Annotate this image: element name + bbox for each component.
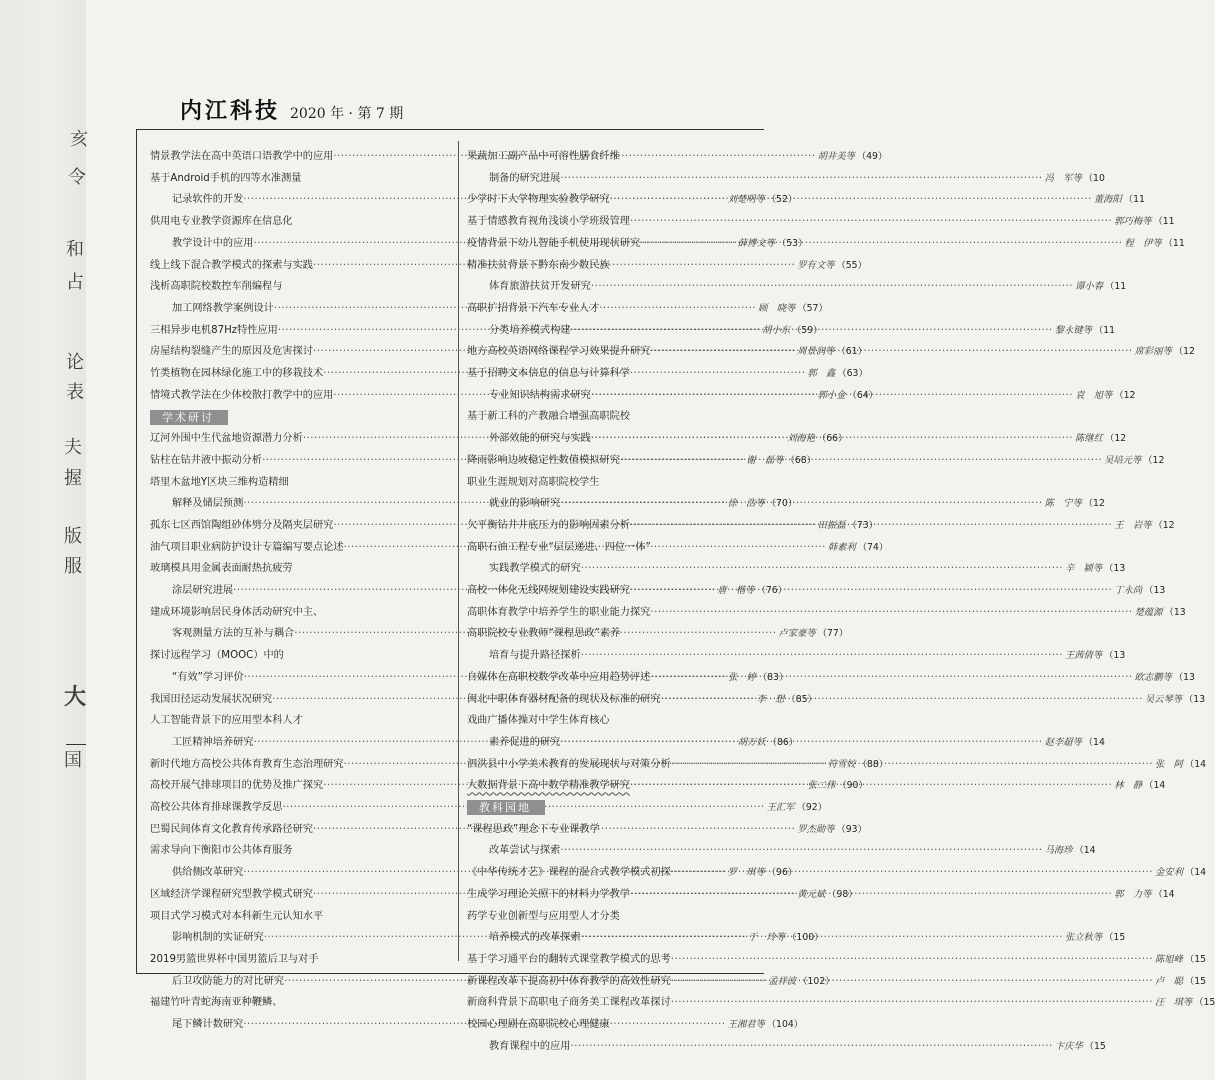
- dot-leader: [650, 667, 1132, 689]
- article-title: 《中华传统才艺》课程的混合式教学模式初探: [467, 867, 671, 879]
- article-author: 孟祥波: [768, 975, 797, 987]
- article-author: 丁永尚: [1114, 585, 1143, 597]
- toc-entry: [467, 1036, 1106, 1058]
- edge-char: 令: [68, 167, 86, 188]
- article-title: 果蔬加工副产品中可溶性膳食纤维: [467, 151, 620, 162]
- section-heading-wrap: [467, 797, 767, 819]
- article-title: 地方高校英语网络课程学习效果提升研究: [467, 346, 651, 358]
- article-author: 卢家豪等: [778, 628, 816, 640]
- article-page: （100）: [787, 932, 824, 944]
- article-title: 竹类植物在园林绿化施工中的移栽技术: [150, 368, 324, 380]
- article-author: 金安利: [1155, 867, 1183, 879]
- article-author: 郭小金: [817, 389, 846, 401]
- article-author: 卞庆华: [1054, 1040, 1083, 1052]
- section-heading-wrap: [150, 406, 440, 428]
- article-author: 薛博文等: [737, 237, 775, 249]
- article-title: 泗洪县中小学美术教育的发展现状与对策分析: [467, 758, 671, 770]
- article-author: 刘楚明等: [727, 194, 765, 206]
- article-author: 顾 晓等: [758, 302, 796, 314]
- article-title: 高校一体化无线网规划建设实践研究: [467, 585, 630, 597]
- article-page: （12: [1173, 346, 1195, 358]
- article-title: 高职体育教学中培养学生的职业能力探究: [467, 606, 651, 618]
- article-title: 人工智能背景下的应用型本科人才: [150, 715, 303, 727]
- article-author: 赵李超等: [1044, 736, 1082, 748]
- dot-leader: [630, 775, 1112, 797]
- article-title: 戏曲广播体操对中学生体育核心: [467, 715, 610, 727]
- edge-rule: [66, 744, 86, 745]
- article-author: 袁 旭等: [1075, 389, 1113, 401]
- toc-entry: [467, 840, 1096, 862]
- article-author: 徐 浩等: [727, 498, 765, 510]
- article-page: （12: [1114, 389, 1136, 401]
- toc-title-line: [150, 710, 440, 732]
- article-author: 王 岩等: [1114, 519, 1152, 531]
- toc-title-line: [150, 949, 440, 971]
- article-page: （13: [1164, 606, 1186, 618]
- article-author: 谢 磊等: [746, 454, 784, 466]
- article-author: 欧志鹏等: [1134, 671, 1172, 683]
- article-title: 新时代地方高校公共体育教育生态治理研究: [150, 758, 344, 770]
- article-page: （88）: [857, 758, 889, 770]
- toc-title-line: [467, 710, 767, 732]
- article-page: （70）: [766, 498, 798, 510]
- toc-title-line: [150, 211, 440, 233]
- dot-leader: [610, 189, 1092, 211]
- article-title: 职业生涯规划对高职院校学生: [467, 476, 600, 488]
- article-title: 基于Android手机的四等水准测量: [150, 172, 302, 184]
- article-page: （11: [1105, 281, 1127, 293]
- article-author: 刘海艳: [787, 433, 815, 445]
- article-title: 记录软件的开发: [172, 194, 244, 206]
- article-page: （14: [1083, 736, 1105, 748]
- article-author: 郭 鑫: [807, 368, 836, 380]
- edge-char: 和: [66, 239, 84, 260]
- dot-leader: [650, 341, 1132, 363]
- article-title: 钻柱在钻井液中振动分析: [150, 454, 263, 466]
- article-title: 油气项目职业病防护设计专篇编写要点论述: [150, 541, 344, 553]
- article-page: （66）: [816, 433, 848, 445]
- article-title: 素养促进的研究: [489, 736, 561, 748]
- article-page: （104）: [766, 1019, 804, 1031]
- toc-title-line: [150, 645, 440, 667]
- toc-entry: [467, 558, 1126, 580]
- dot-leader: [671, 949, 1153, 971]
- article-page: （14: [1184, 867, 1207, 879]
- toc-title-line: [467, 298, 767, 320]
- dot-leader: [591, 276, 1073, 298]
- toc-title-line: [150, 906, 440, 928]
- article-title: 闽北中职体育器材配备的现状及标准的研究: [467, 693, 661, 705]
- dot-leader: [581, 927, 1063, 949]
- journal-title: 内江科技: [180, 98, 281, 124]
- toc-title-line: [467, 363, 767, 385]
- dot-leader: [560, 168, 1042, 190]
- dot-leader: [581, 645, 1063, 667]
- article-page: （76）: [756, 585, 787, 597]
- article-page: （12: [1083, 498, 1105, 510]
- article-author: 汪 琪等: [1155, 997, 1193, 1009]
- article-author: 陈 宁等: [1044, 498, 1082, 510]
- article-page: （11: [1123, 194, 1145, 206]
- toc-title-line: [150, 558, 440, 580]
- article-title: 房屋结构裂缝产生的原因及危害探讨: [150, 346, 313, 358]
- article-author: 王汇军: [766, 802, 795, 814]
- article-page: （12: [1105, 433, 1127, 445]
- article-title: 供给侧改革研究: [172, 867, 244, 879]
- article-title: 三相异步电机87Hz特性应用: [150, 324, 278, 336]
- article-title: 我国田径运动发展状况研究: [150, 693, 273, 705]
- article-title: 欠平衡钻井井底压力的影响因素分析: [467, 519, 630, 531]
- edge-char: 论: [66, 352, 84, 373]
- toc-title-line: [150, 472, 440, 494]
- article-title: 药学专业创新型与应用型人才分类: [467, 910, 620, 922]
- article-title: 客观测量方法的互补与耦合: [172, 628, 295, 640]
- article-author: 陈继红: [1075, 433, 1104, 445]
- article-author: 黎永键等: [1054, 324, 1092, 336]
- dot-leader: [620, 450, 1102, 472]
- article-title: 尾下鳞计数研究: [172, 1019, 244, 1031]
- article-author: 郭巧梅等: [1114, 216, 1152, 228]
- article-page: （14: [1153, 888, 1175, 900]
- toc-entry: [467, 602, 1186, 624]
- dot-leader: [560, 493, 1042, 515]
- article-page: （64）: [847, 389, 878, 401]
- article-title: 影响机制的实证研究: [172, 932, 264, 944]
- article-page: （11: [1163, 237, 1185, 249]
- article-page: （92）: [796, 802, 828, 814]
- article-title: 玻璃模具用金属表面耐热抗疲劳: [150, 563, 293, 575]
- article-page: （96）: [766, 867, 798, 879]
- article-title: 基于情感教育视角浅谈小学班级管理: [467, 216, 630, 228]
- article-author: 胡万妖: [737, 736, 766, 748]
- article-author: 楚蕴源: [1134, 606, 1163, 618]
- article-author: 吴培元等: [1104, 454, 1142, 466]
- article-page: （102）: [798, 975, 835, 987]
- dot-leader: [591, 428, 1073, 450]
- article-author: 周景润等: [797, 346, 835, 358]
- article-author: 符雪姣: [827, 758, 856, 770]
- article-title: 高校公共体育排球课教学反思: [150, 802, 283, 814]
- dot-leader: [560, 840, 1042, 862]
- dot-leader: [650, 602, 1132, 624]
- article-title: 福建竹叶青蛇海南亚种鞭鳞、: [150, 997, 283, 1009]
- dot-leader: [661, 689, 1143, 711]
- article-title: 基于学习通平台的翻转式课堂教学模式的思考: [467, 954, 671, 965]
- article-page: （85）: [786, 693, 817, 705]
- article-author: 胡井美等: [817, 151, 855, 162]
- dot-leader: [630, 884, 1112, 906]
- article-title: 浅析高职院校数控车削编程与: [150, 281, 283, 293]
- article-page: （74）: [857, 541, 889, 553]
- article-title: 后卫攻防能力的对比研究: [172, 975, 285, 987]
- article-title: 新课程改革下提高初中体育教学的高效性研究: [467, 975, 671, 987]
- article-title: 高校开展气排球项目的优势及推广探究: [150, 780, 324, 792]
- article-title: 孤东七区西馆陶组砂体劈分及隔夹层研究: [150, 519, 334, 531]
- article-author: 陈旭峰: [1155, 954, 1183, 965]
- article-author: 张二伟: [807, 780, 836, 792]
- article-page: （90）: [837, 780, 868, 792]
- article-title: 教育课程中的应用: [489, 1040, 571, 1052]
- article-title: 改革尝试与探索: [489, 845, 561, 857]
- dot-leader: [671, 971, 1153, 993]
- article-page: （14: [1144, 780, 1166, 792]
- article-author: 王湘君等: [727, 1019, 765, 1031]
- article-page: （57）: [797, 302, 828, 314]
- toc-entry: [467, 949, 1207, 971]
- toc-title-line: [467, 472, 767, 494]
- dot-leader: [630, 515, 1112, 537]
- article-title: 制备的研究进展: [489, 172, 561, 184]
- article-title: 精准扶贫背景下黔东南少数民族: [467, 259, 610, 271]
- article-page: （11: [1153, 216, 1175, 228]
- article-title: 生成学习理论关照下的材料力学教学: [467, 888, 630, 900]
- toc-title-line: [467, 406, 767, 428]
- article-title: 高职石油工程专业“层层递进、四位一体”: [467, 541, 651, 553]
- issue-label: 2020 年 · 第 7 期: [290, 106, 404, 122]
- article-title: 降雨影响边坡稳定性数值模拟研究: [467, 454, 620, 466]
- article-title: “课程思政”理念下专业课教学: [467, 823, 600, 835]
- article-page: （13: [1184, 693, 1206, 705]
- dot-leader: [560, 732, 1042, 754]
- dot-leader: [591, 385, 1073, 407]
- article-page: （93）: [836, 823, 867, 835]
- dot-leader: [671, 754, 1153, 776]
- article-title: 高职扩招背景下汽车专业人才: [467, 302, 600, 314]
- article-page: （98）: [827, 888, 858, 900]
- edge-char: 夫: [64, 437, 82, 458]
- toc-entry: [467, 211, 1175, 233]
- toc-title-line: [467, 906, 767, 928]
- article-page: （83）: [757, 671, 789, 683]
- article-title: “有效”学习评价: [172, 671, 244, 683]
- article-title: 区域经济学课程研究型教学模式研究: [150, 888, 313, 900]
- article-author: 张 阿: [1155, 758, 1183, 770]
- article-page: （15: [1184, 975, 1207, 987]
- article-title: 专业知识结构需求研究: [489, 389, 591, 401]
- article-title: 疫情背景下幼儿智能手机使用现状研究: [467, 237, 641, 249]
- article-author: 马海珍: [1044, 845, 1073, 857]
- article-page: （68）: [785, 454, 816, 466]
- article-author: 席彩丽等: [1134, 346, 1172, 358]
- toc-title-line: [467, 623, 767, 645]
- toc-title-line: [150, 602, 440, 624]
- article-title: 供用电专业教学资源库在信息化: [150, 216, 293, 228]
- article-title: 体育旅游扶贫开发研究: [489, 281, 591, 293]
- toc-title-line: [467, 1014, 767, 1036]
- article-author: 谭小春: [1075, 281, 1104, 293]
- section-heading: 教科园地: [467, 800, 545, 815]
- toc-title-line: [467, 255, 767, 277]
- article-author: 罗 琪等: [727, 867, 765, 879]
- edge-char: 占: [66, 272, 84, 293]
- article-author: 张立秋等: [1064, 932, 1103, 944]
- article-page: （15: [1104, 932, 1126, 944]
- article-page: （52）: [766, 194, 798, 206]
- article-author: 田振磊: [817, 519, 846, 531]
- article-title: 外部效能的研究与实践: [489, 433, 591, 445]
- article-title: 塔里木盆地Y区块三维构造精细: [150, 476, 289, 488]
- article-title: 项目式学习模式对本科新生元认知水平: [150, 910, 324, 922]
- dot-leader: [581, 558, 1063, 580]
- article-page: （61）: [836, 346, 867, 358]
- article-page: （11: [1093, 324, 1116, 336]
- article-author: 林 静: [1114, 780, 1143, 792]
- article-title: 涂层研究进展: [172, 585, 234, 597]
- edge-char: 表: [66, 382, 84, 403]
- article-page: （12: [1143, 454, 1165, 466]
- article-author: 辛 颖等: [1064, 563, 1103, 575]
- toc-title-line: [467, 537, 767, 559]
- article-page: （73）: [847, 519, 878, 531]
- article-page: （15: [1194, 997, 1215, 1009]
- article-title: 培育与提升路径探析: [489, 650, 581, 662]
- article-author: 王茜倩等: [1064, 650, 1103, 662]
- article-title: 情境式教学法在少体校散打教学中的应用: [150, 389, 334, 401]
- article-title: 基于招聘文本信息的信息与计算科学: [467, 368, 630, 380]
- dot-leader: [630, 580, 1112, 602]
- toc-entry: [467, 992, 1215, 1014]
- article-page: （53）: [776, 237, 808, 249]
- article-page: （14: [1184, 758, 1207, 770]
- dot-leader: [630, 211, 1112, 233]
- article-title: 工匠精神培养研究: [172, 736, 254, 748]
- toc-title-line: [150, 168, 440, 190]
- dot-leader: [671, 862, 1153, 884]
- article-title: 教学设计中的应用: [172, 237, 254, 249]
- article-title: 实践教学模式的研究: [489, 563, 581, 575]
- dot-leader: [571, 1036, 1053, 1058]
- article-page: （13: [1173, 671, 1195, 683]
- article-title: 需求导向下衡阳市公共体育服务: [150, 845, 293, 857]
- article-title: 就业的影响研究: [489, 498, 561, 510]
- article-author: 卢 聪: [1155, 975, 1183, 987]
- article-author: 董海阳: [1093, 194, 1122, 206]
- dot-leader: [571, 320, 1053, 342]
- article-title: 建成环境影响居民身体活动研究中主、: [150, 606, 324, 618]
- section-heading: 学术研讨: [150, 410, 228, 425]
- article-title: 大数据背景下高中数学精准教学研究: [467, 780, 630, 792]
- edge-char: 服: [64, 556, 82, 577]
- article-author: 唐 楷等: [717, 585, 755, 597]
- edge-char: 握: [64, 468, 82, 489]
- article-page: （13: [1104, 563, 1126, 575]
- article-title: 情景教学法在高中英语口语教学中的应用: [150, 151, 334, 162]
- article-title: 新商科背景下高职电子商务美工课程改革探讨: [467, 997, 671, 1009]
- article-title: 少学时下大学物理实验教学研究: [467, 194, 610, 206]
- edge-char: 版: [64, 526, 82, 547]
- article-page: （49）: [856, 151, 888, 162]
- article-page: （13: [1104, 650, 1126, 662]
- edge-char: 国: [64, 750, 82, 771]
- article-author: 罗有文等: [797, 259, 835, 271]
- toc-title-line: [150, 992, 440, 1014]
- dot-leader: [671, 992, 1153, 1014]
- article-page: （12: [1153, 519, 1175, 531]
- article-author: 罗杰勋等: [797, 823, 835, 835]
- toc-title-line: [150, 840, 440, 862]
- article-author: 胡小东: [762, 324, 790, 336]
- article-title: 高职院校专业教师“课程思政”素养: [467, 628, 621, 640]
- article-author: 冯 军等: [1044, 172, 1082, 184]
- article-title: 基于新工科的产教融合增强高职院校: [467, 411, 630, 423]
- previous-page-edge: [0, 0, 86, 1080]
- article-page: （14: [1074, 845, 1096, 857]
- dot-leader: [640, 233, 1122, 255]
- page-header: [180, 94, 403, 122]
- article-author: 吴云琴等: [1144, 693, 1182, 705]
- article-title: 加工网络教学案例设计: [172, 302, 274, 314]
- toc-entry: [467, 645, 1126, 667]
- toc-entry: [467, 276, 1127, 298]
- article-page: （59）: [792, 324, 823, 336]
- article-page: （55）: [836, 259, 867, 271]
- article-title: 2019男篮世界杯中国男篮后卫与对手: [150, 954, 319, 965]
- article-title: 分类培养模式构建: [489, 324, 571, 336]
- article-author: 韩素利: [827, 541, 856, 553]
- article-author: 黄元斌: [797, 888, 826, 900]
- toc-entry: [467, 168, 1105, 190]
- article-page: （63）: [837, 368, 868, 380]
- article-title: 探讨远程学习（MOOC）中的: [150, 650, 284, 662]
- article-page: （86）: [767, 736, 799, 748]
- edge-char: 大: [64, 684, 87, 710]
- article-author: 郭 力等: [1114, 888, 1152, 900]
- toc-title-line: [467, 819, 767, 841]
- article-page: （13: [1144, 585, 1166, 597]
- article-title: 巴蜀民间体育文化教育传承路径研究: [150, 823, 313, 835]
- article-title: 解释及储层预测: [172, 498, 244, 510]
- article-title: 培养模式的改革探索: [489, 932, 581, 944]
- article-title: 校园心理剧在高职院校心理健康: [467, 1019, 610, 1031]
- article-author: 程 伊等: [1124, 237, 1162, 249]
- article-page: （15: [1084, 1040, 1106, 1052]
- article-author: 李 想: [756, 693, 785, 705]
- article-page: （10: [1083, 172, 1105, 184]
- toc-title-line: [150, 276, 440, 298]
- article-page: （77）: [817, 628, 849, 640]
- edge-char: 亥: [70, 129, 88, 150]
- article-title: 自媒体在高职校数学改革中应用趋势评述: [467, 671, 651, 683]
- article-author: 张 婷: [727, 671, 756, 683]
- article-page: （15: [1184, 954, 1207, 965]
- article-title: 线上线下混合教学模式的探索与实践: [150, 259, 313, 271]
- article-title: 辽河外围中生代盆地资源潜力分析: [150, 433, 303, 445]
- toc-title-line: [467, 146, 767, 168]
- article-author: 于 玲等: [747, 932, 786, 944]
